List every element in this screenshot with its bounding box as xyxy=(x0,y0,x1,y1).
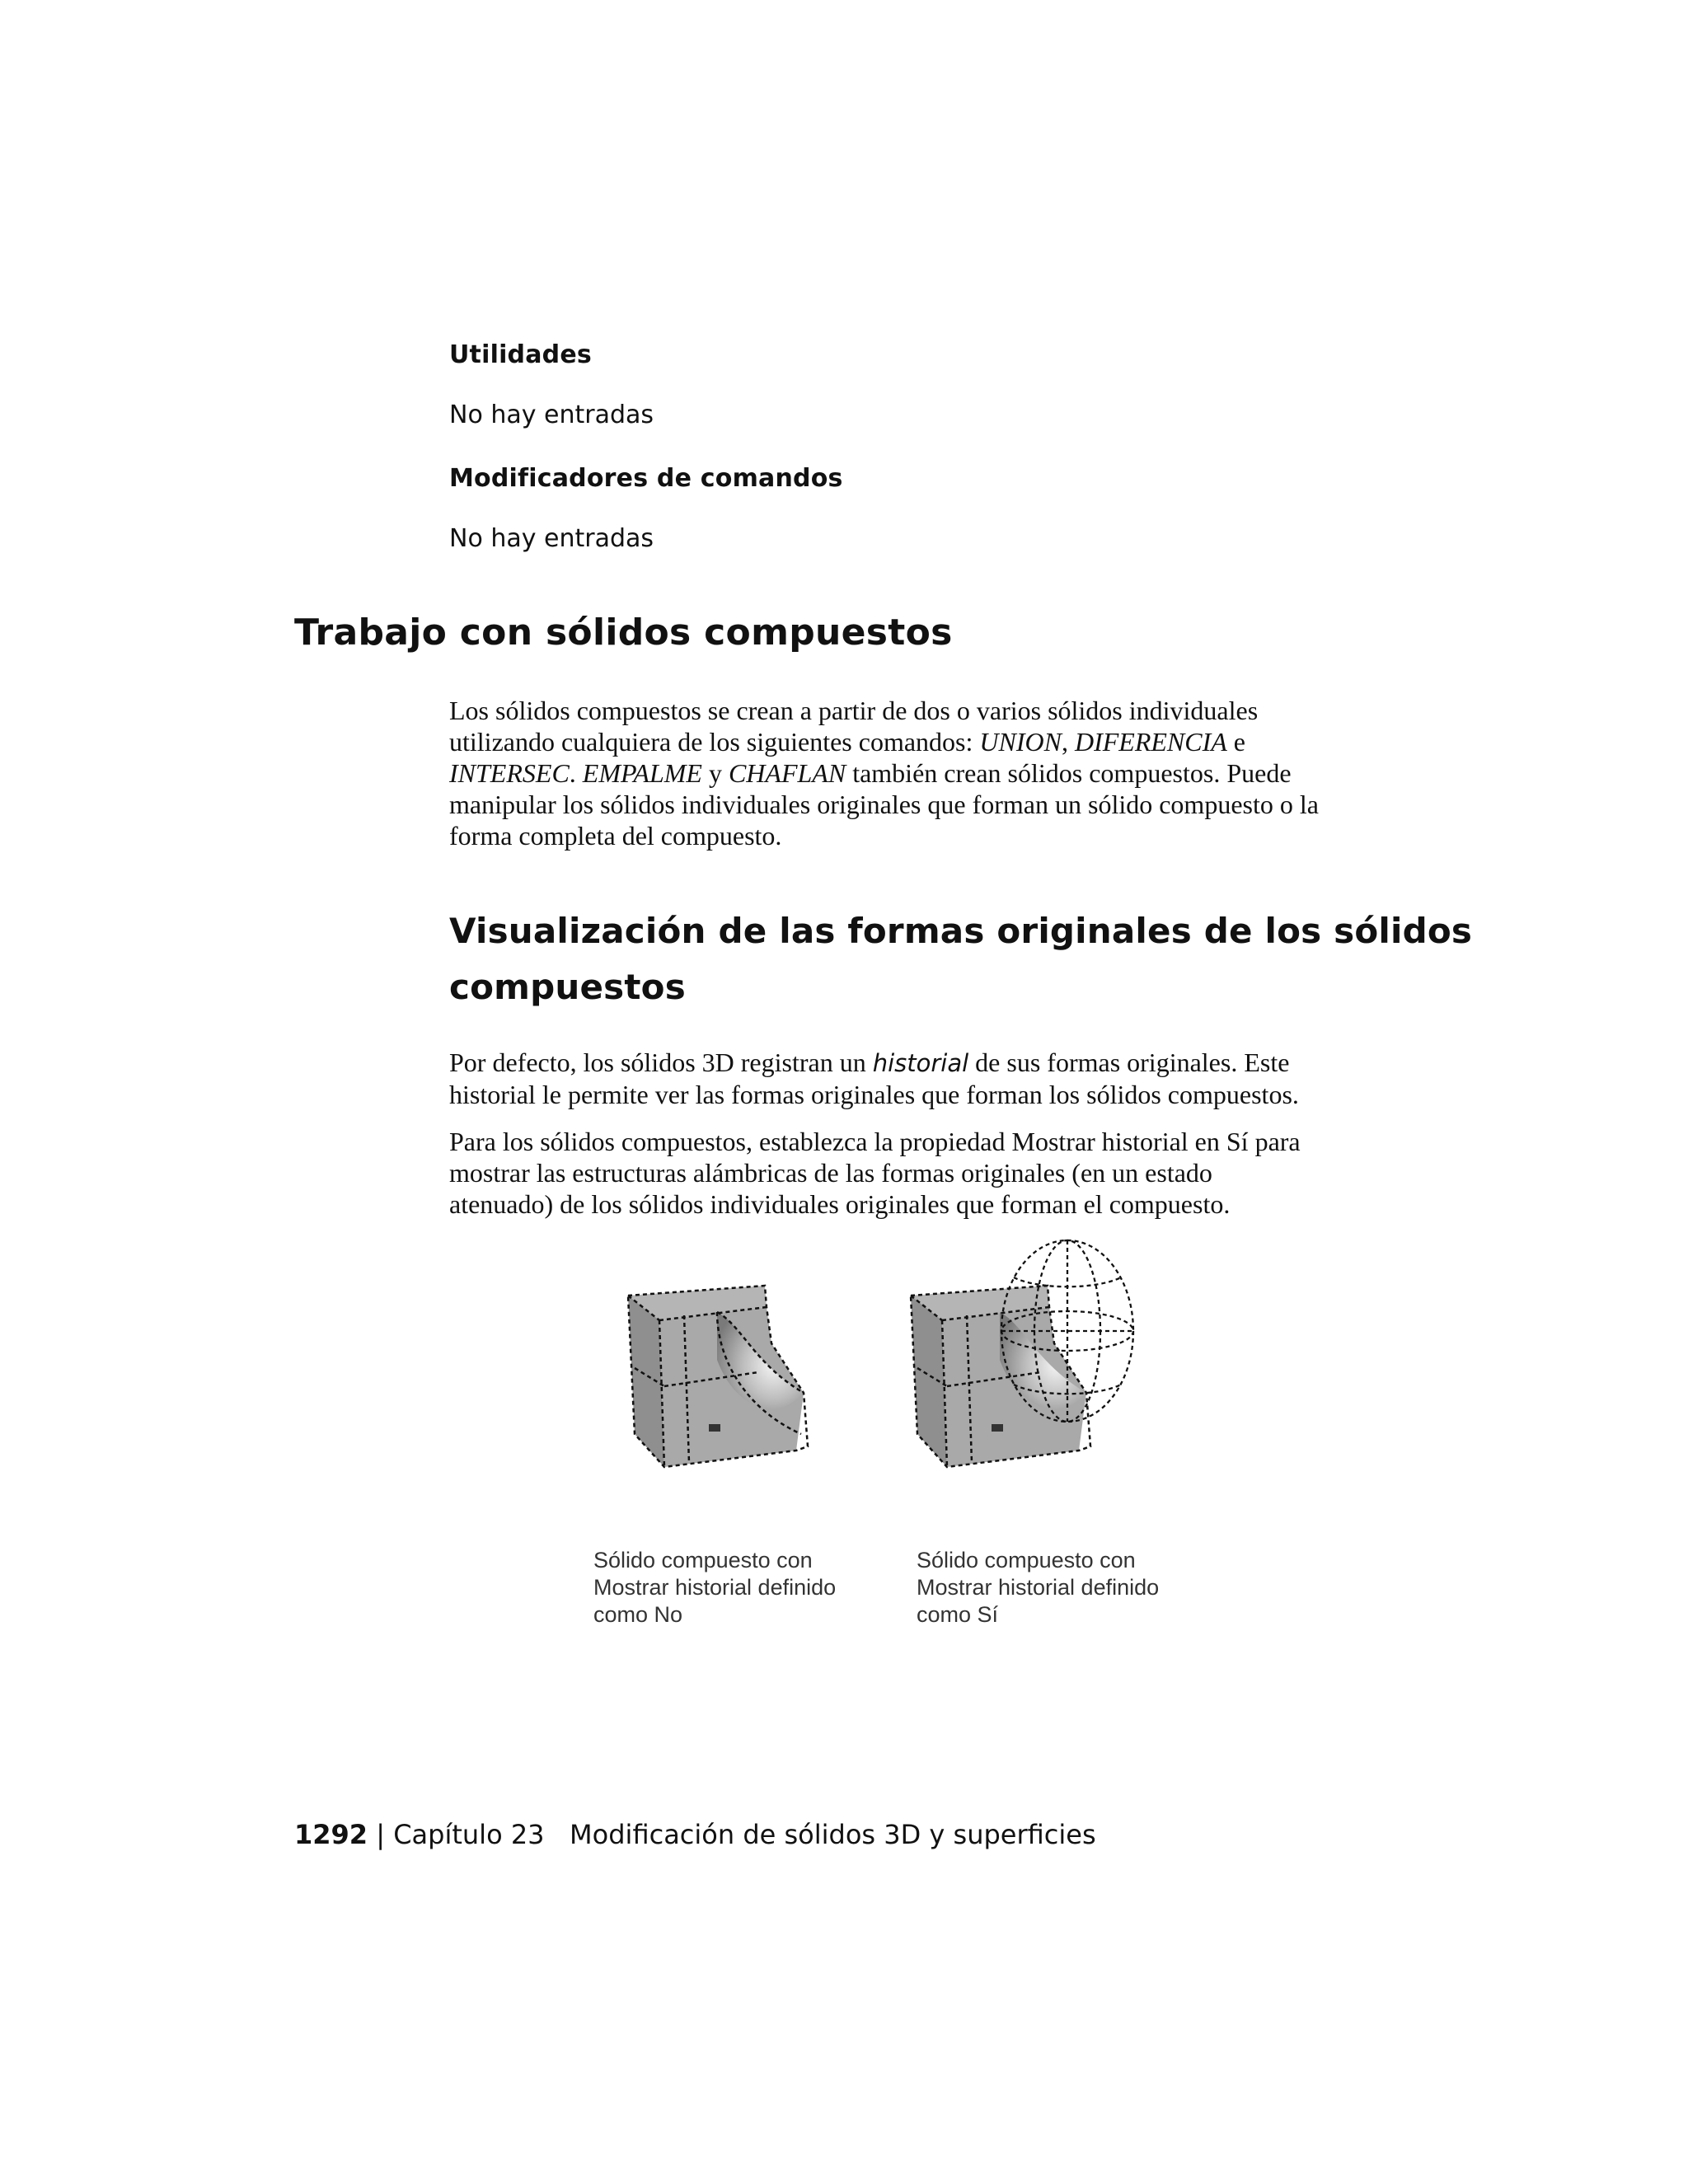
utilidades-text: No hay entradas xyxy=(449,401,654,429)
command-intersec: INTERSEC xyxy=(449,758,570,788)
footer-separator: | xyxy=(376,1819,386,1850)
command-empalme: EMPALME xyxy=(582,758,702,788)
composite-solid-history-off xyxy=(628,1286,808,1467)
caption-history-off: Sólido compuesto con Mostrar historial definido como No xyxy=(593,1548,837,1627)
page-number: 1292 xyxy=(294,1819,368,1850)
footer-chapter: Capítulo 23 xyxy=(393,1819,545,1850)
caption-history-on: Sólido compuesto con Mostrar historial definido como Sí xyxy=(917,1548,1160,1627)
footer-chapter-title: Modificación de sólidos 3D y superficies xyxy=(570,1819,1096,1850)
section1-paragraph: Los sólidos compuestos se crean a partir de dos o varios sólidos individuales utilizando cualquiera de los siguientes comandos: UNION, DIFERENCIA e INTERSEC. EMPALME y CHAFLAN también crean sólidos compuestos. Puede manipular los sólidos individuales originales que forman un sólido compuesto o la forma completa del compuesto. xyxy=(449,696,1319,851)
composite-solid-figure xyxy=(610,1228,1203,1500)
section2-paragraph-2: Para los sólidos compuestos, establezca la propiedad Mostrar historial en Sí para mostrar las estructuras alámbricas de las formas originales (en un estado atenuado) de los sólidos individuales originales que forman el compuesto. xyxy=(449,1127,1301,1219)
section-title-trabajo: Trabajo con sólidos compuestos xyxy=(294,612,953,654)
small-marker-icon xyxy=(709,1424,720,1432)
composite-solid-history-on xyxy=(911,1240,1133,1467)
command-union: UNION xyxy=(979,727,1062,757)
command-chaflan: CHAFLAN xyxy=(728,758,846,788)
section2-paragraph-1: Por defecto, los sólidos 3D registran un historial de sus formas originales. Este historial le permite ver las formas originales que forman los sólidos compuestos. xyxy=(449,1047,1299,1109)
section-title-visualizacion: Visualización de las formas originales de los sólidos compuestos xyxy=(449,911,1473,1007)
command-diferencia: DIFERENCIA xyxy=(1074,727,1227,757)
modificadores-heading: Modificadores de comandos xyxy=(449,464,843,493)
term-historial: historial xyxy=(872,1049,969,1077)
small-marker-icon xyxy=(992,1424,1003,1432)
page-footer xyxy=(294,1819,1096,1850)
modificadores-text: No hay entradas xyxy=(449,524,654,553)
utilidades-heading: Utilidades xyxy=(449,340,592,369)
